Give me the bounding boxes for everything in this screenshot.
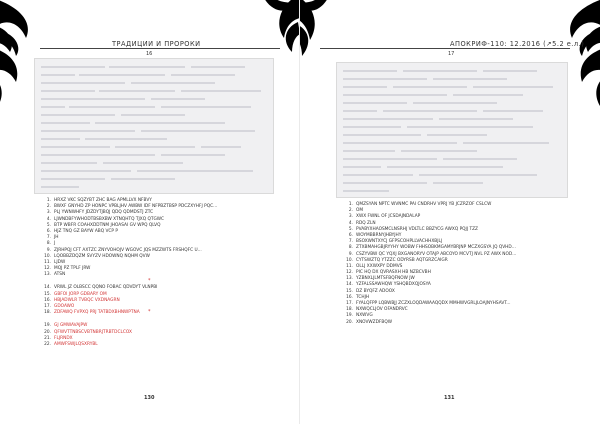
cipher-lines-list (346, 202, 517, 326)
list-item: 11. OLLJ XXWXPY DDMVS (346, 263, 403, 269)
list-item: 12. PIC HQ DX QVRASXH HB NZBCVBH (346, 270, 431, 276)
header-rule (40, 48, 280, 49)
page-number: 16 (146, 51, 153, 57)
page-number: 17 (448, 51, 455, 57)
list-item: 1. QMZSYAN NPTC WVNMC PAI CNDRHV VPRJ YB JCZRZOF CSLCW (348, 202, 492, 207)
list-item: 5. PVABYXHAOSMCLNSRHJ VDLTLC BBZYCG AWXQ PQJJ TZZ (348, 226, 478, 232)
list-item: 7. BSOXWNTXYCJ GFPSCOHPLLVACHHXBJLJ (348, 239, 443, 245)
running-head: АПОКРИФ-110: 12.2016 (↗5.2 е.л.) (450, 40, 585, 48)
list-item: 12. MQJ PZ TPLF JRW (44, 266, 91, 272)
list-item: 22. AMWFSWJLQSXRYBL (44, 341, 98, 347)
list-item: 18. ZDFAWQ FVPXQ PRJ TATBDXBHNWPTNA (44, 310, 140, 316)
scanned-manuscript-image (34, 58, 274, 194)
list-item: 7. JH (46, 235, 59, 241)
list-item: 16. HBJADWLR TVBQC VXDNAGRN (44, 297, 120, 303)
list-item: 19. GJ GMWAVAJPW (44, 323, 88, 329)
list-item: 8. ZTXBMAHGBJRYYHY WOBW FHHSOBKMGAMYBRJNP MCZXGSYA JQ QVHD... (348, 245, 516, 251)
list-item: 8. J (46, 241, 56, 247)
list-item: 17. FYALQFPP LQBWBJJ ZCZXLOQDAWAAQQDX MMHWVGRLJLOAJNYHSAVT... (346, 301, 511, 306)
list-item: 13. YZBNXLJLMTSFBQFNOW JW (346, 276, 415, 282)
list-item: 4. RDQ ZLN (348, 220, 376, 226)
list-item: 19. NXWVG (346, 313, 373, 319)
list-item: 15. GBFOI JORP GDBARY OM (44, 291, 107, 297)
list-item: 17. GDOAWO (44, 304, 75, 309)
list-item: 16. TCHJH (346, 294, 370, 300)
list-item: 10. CYTSWZTQ YTZZC ODYRSB AQTGRZCAIGR (346, 257, 448, 263)
list-item: 6. HJZ TNQ GZ BAYW ABQ VCP P (46, 228, 118, 234)
list-item: 3. PLJ YWNWHFY JDZDYTJBQJ QDQ QDMDSTJ ZTC (46, 210, 154, 216)
list-item: 14. VRWL JZ OLBSCC QQNO FOBAC QDVDYT VLNPBI (44, 285, 158, 291)
separator-mark: * (148, 309, 151, 315)
right-page (300, 0, 600, 424)
tribal-ornament-icon (210, 0, 300, 54)
list-item: 2. OM (348, 208, 364, 214)
list-item: 10. LQOBBZDQZM SVYZV HDOWNQ NQHM QVW (44, 253, 150, 259)
list-item: 3. XWX FWNL OF JCSDAJNDALAP (348, 214, 421, 220)
list-item: 15. DZ BYQFZ ADOOX (346, 288, 395, 294)
tribal-ornament-icon (300, 0, 374, 64)
list-item: 9. CSZYVBW QC YQXJ BXGANORYV OTAJP ABCOYO MCVTJ NVL PZ AWX NOD... (348, 251, 517, 257)
list-item: 21. FLJRNDX (44, 335, 73, 341)
list-item: 1. HRXZ VKC SQZYBT ZHC BAG APMLLVX NFBVY (46, 198, 152, 203)
list-item: 6. WOYMBBRNYJHBYJHY (348, 232, 402, 238)
list-item: 9. ZJRHPQJ CFT AXTZC ZNYVOHOJV WGOVC JQS MZZWTS FRSHQFC U... (46, 247, 202, 253)
scanned-manuscript-image (336, 62, 568, 198)
cipher-lines-list (44, 198, 218, 348)
folio-number: 131 (444, 395, 455, 401)
list-item: 13. ATSN (44, 272, 66, 278)
folio-number: 130 (144, 395, 155, 401)
running-head: ТРАДИЦИИ И ПРОРОКИ (112, 40, 201, 48)
list-item: 11. LJDW (44, 259, 66, 265)
list-item: 20. XNOVWZDFBQW (346, 319, 392, 325)
list-item: 14. YZFALSSAWHQW YSHQBDXQJOSYA (346, 282, 431, 288)
header-rule (320, 48, 570, 49)
list-item: 2. BWXF GNYHD ZP HONPC VPBLJHV AWBW IDF NFPBZTBSP PDCZXYHFJ PQC... (46, 204, 218, 210)
separator-mark: * (148, 278, 151, 284)
list-item: 5. BTP WBFR COAHXDDTNM JHOASAI GV WPQ QLVQ (46, 222, 161, 228)
list-item: 20. QFWVTTNBSCVBTNBRJTRBTDCLCOX (44, 329, 132, 335)
list-item: 18. NXWQCLJOV OFANDRVC (346, 307, 408, 313)
list-item: 4. LJWNDBFYWHODTBSBXBW XTNQHTQ TJXQ QTGWC (46, 216, 165, 222)
